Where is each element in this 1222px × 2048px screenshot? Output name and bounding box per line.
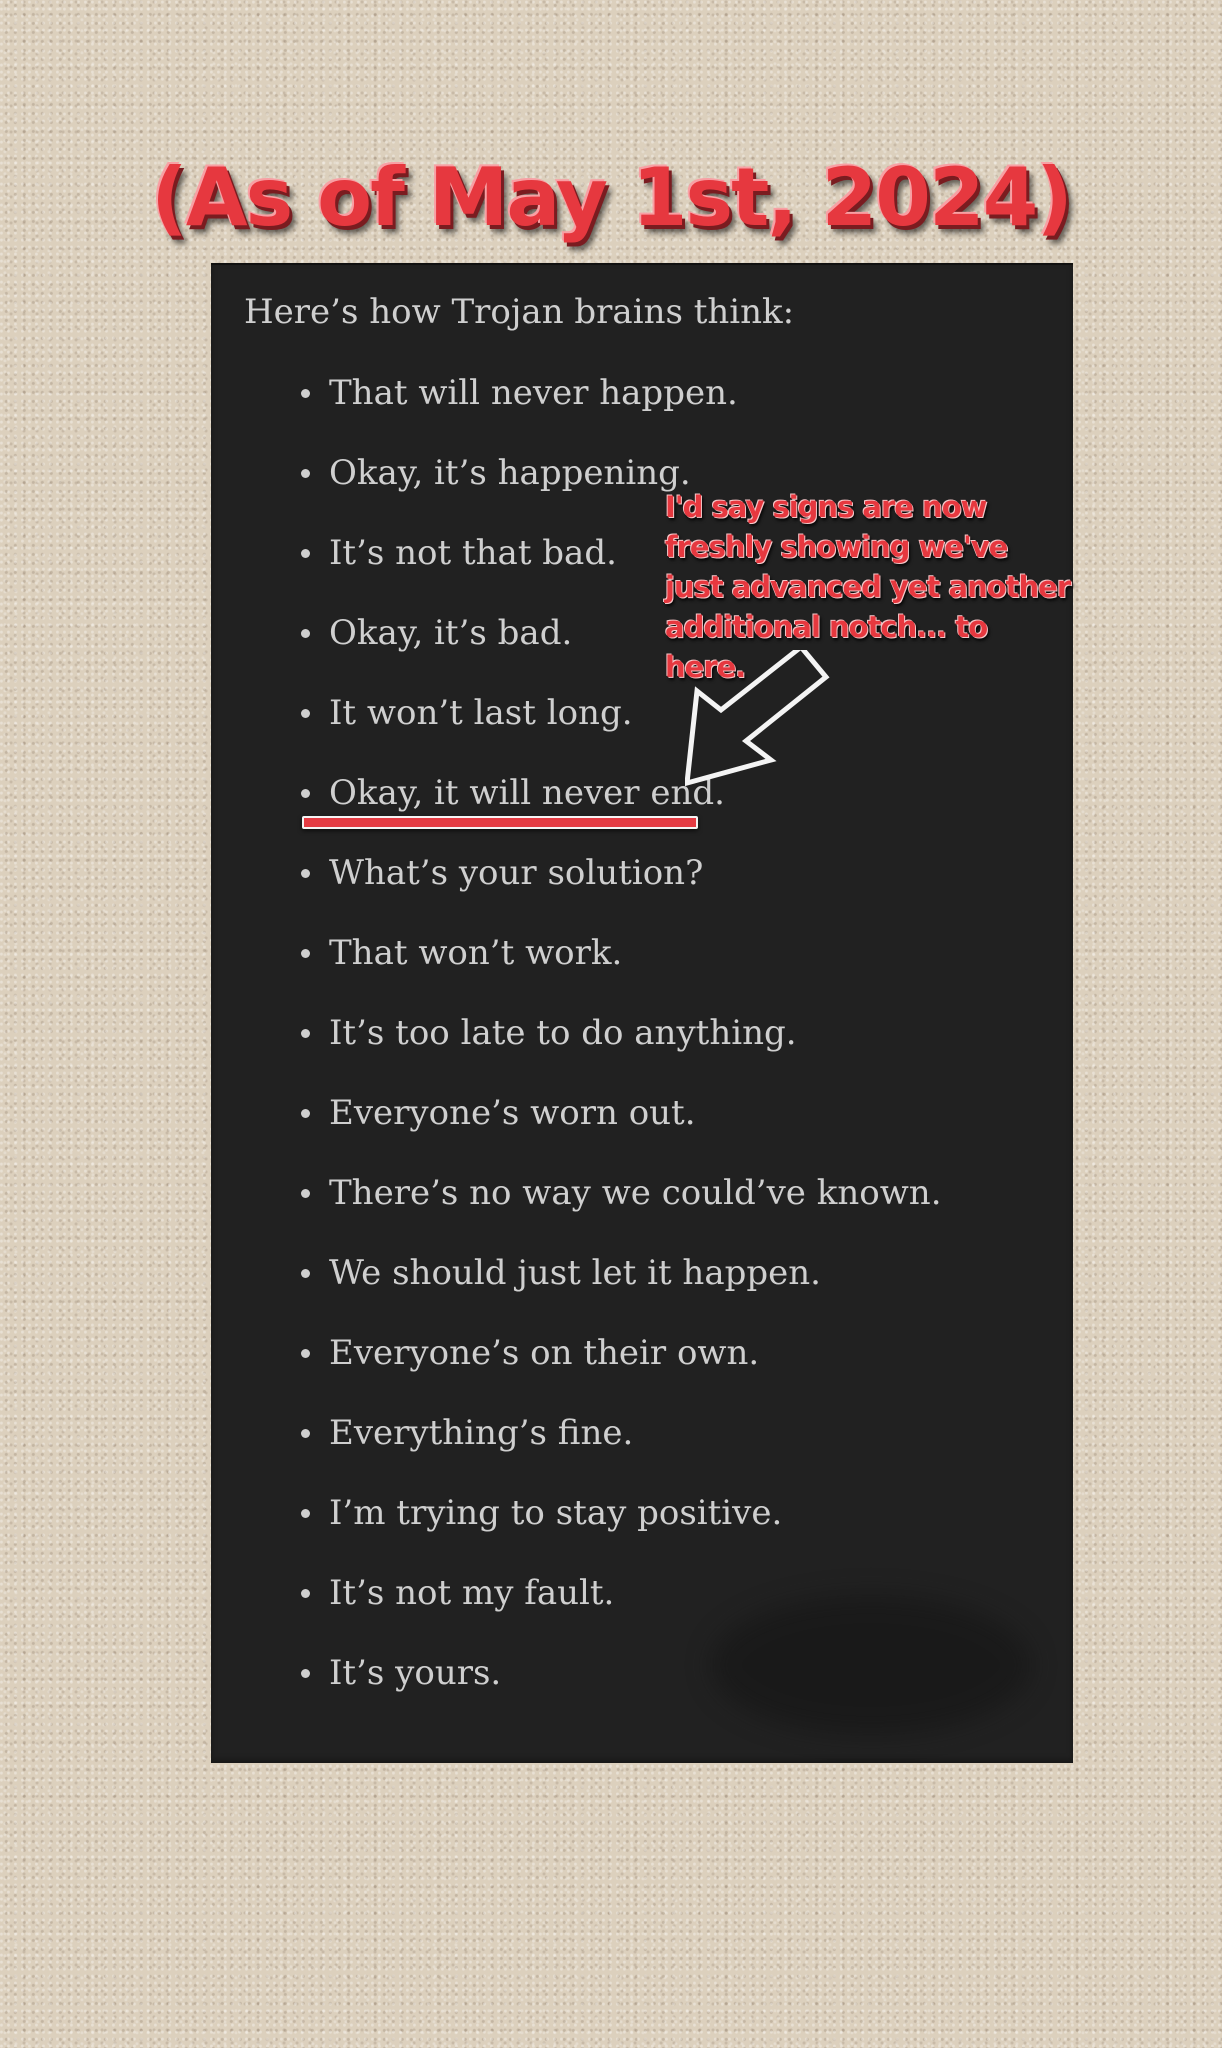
list-item-text: We should just let it happen. [329, 1253, 821, 1293]
list-item-text: What’s your solution? [329, 853, 704, 893]
list-item-text: That won’t work. [329, 933, 623, 973]
bullet-icon [301, 1269, 310, 1278]
list-item [211, 371, 942, 451]
bullet-icon [301, 549, 310, 558]
list-item [211, 1331, 942, 1411]
bullet-icon [301, 1029, 310, 1038]
intro-text: Here’s how Trojan brains think: [244, 292, 795, 332]
bullet-icon [301, 1349, 310, 1358]
bullet-icon [301, 1429, 310, 1438]
list-item-text: Everything’s fine. [329, 1413, 634, 1453]
bullet-icon [301, 709, 310, 718]
list-item-text: That will never happen. [329, 373, 738, 413]
list-item-text: Okay, it’s happening. [329, 453, 691, 493]
list-item-text: There’s no way we could’ve known. [329, 1173, 942, 1213]
annotation-line: I'd say signs are now [665, 490, 987, 524]
list-item [211, 931, 942, 1011]
list-item-text: Okay, it’s bad. [329, 613, 573, 653]
bullet-icon [301, 629, 310, 638]
list-item [211, 1491, 942, 1571]
page-title: (As of May 1st, 2024) [151, 151, 1071, 244]
bullet-icon [301, 1189, 310, 1198]
arrow-down-left-icon [685, 650, 845, 790]
bullet-icon [301, 1509, 310, 1518]
list-item-text: Everyone’s on their own. [329, 1333, 760, 1373]
list-item [211, 1411, 942, 1491]
list-item [211, 1251, 942, 1331]
text-panel [211, 263, 1073, 1763]
list-item [211, 1011, 942, 1091]
shadow-smudge [711, 1595, 1031, 1735]
bullet-icon [301, 469, 310, 478]
bullet-icon [301, 949, 310, 958]
bullet-icon [301, 1109, 310, 1118]
list-item-text: It’s too late to do anything. [329, 1013, 797, 1053]
list-item-text: Everyone’s worn out. [329, 1093, 696, 1133]
list-item-text: It won’t last long. [329, 693, 633, 733]
bullet-icon [301, 789, 310, 798]
list-item-text: It’s not my fault. [329, 1573, 615, 1613]
list-item [211, 1091, 942, 1171]
list-item-text: It’s not that bad. [329, 533, 617, 573]
annotation-line: just advanced yet another [665, 570, 1071, 604]
list-item-text: I’m trying to stay positive. [329, 1493, 783, 1533]
list-item [211, 1171, 942, 1251]
bullet-icon [301, 389, 310, 398]
bullet-icon [301, 1589, 310, 1598]
bullet-icon [301, 869, 310, 878]
list-item-text: Okay, it will never end. [329, 773, 725, 813]
annotation-line: additional notch... to here. [665, 610, 988, 684]
bullet-icon [301, 1669, 310, 1678]
list-item [211, 851, 942, 931]
highlight-underline [302, 816, 698, 829]
list-item-text: It’s yours. [329, 1653, 502, 1693]
annotation-line: freshly showing we've [665, 530, 1008, 564]
